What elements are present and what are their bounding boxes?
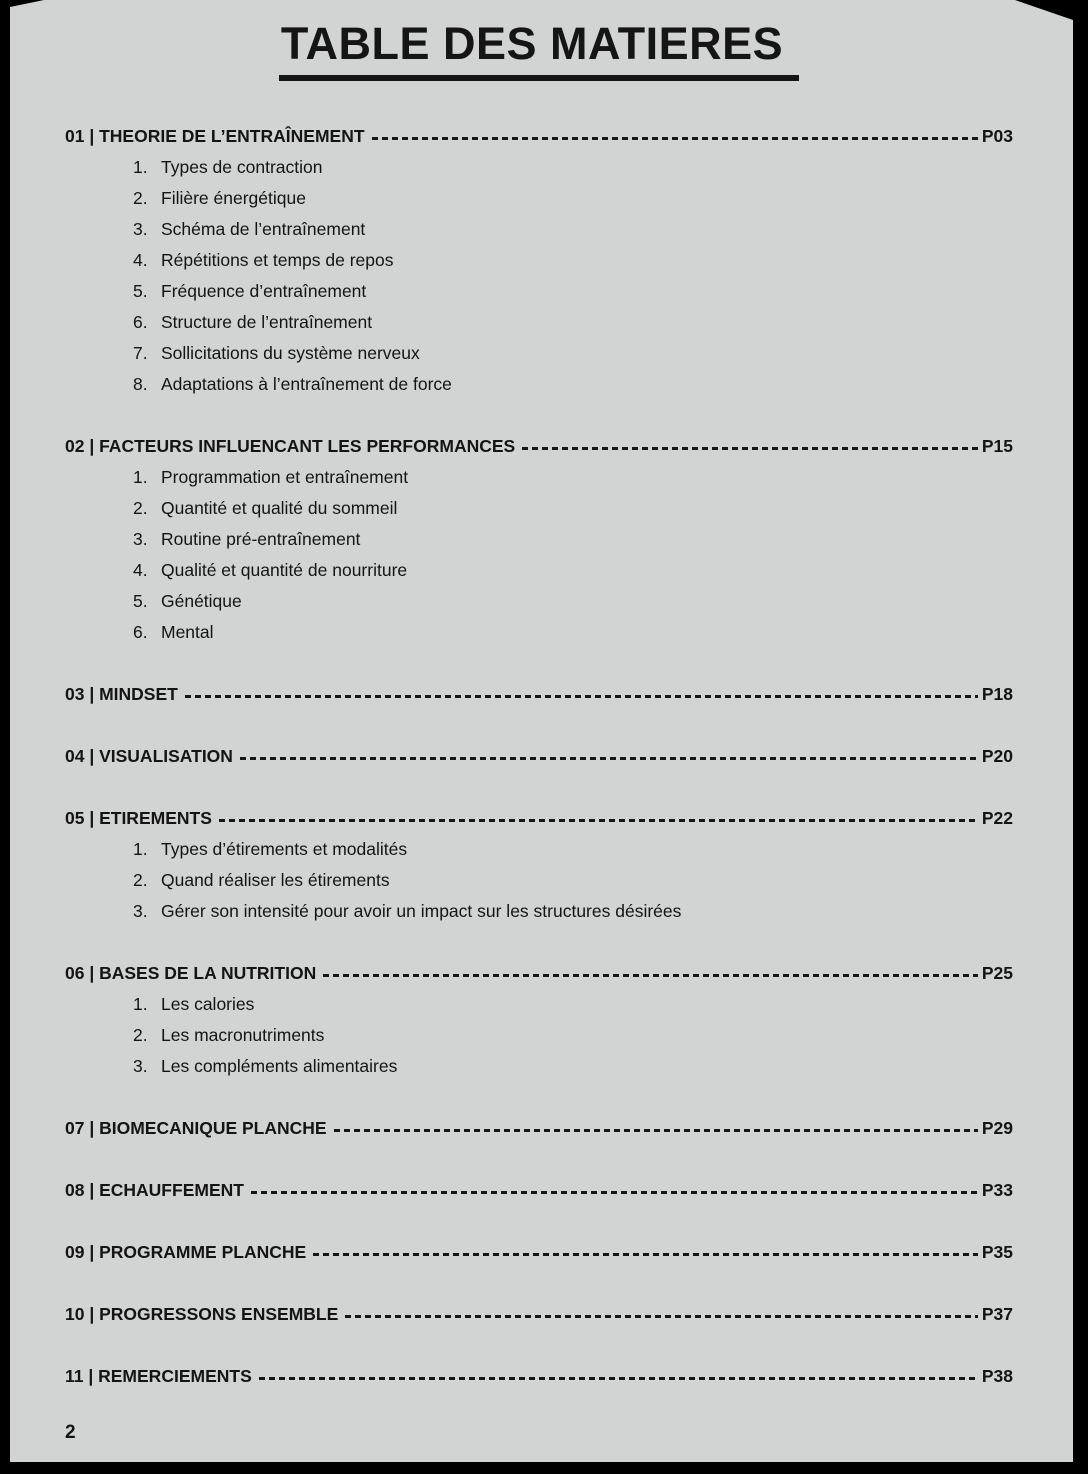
toc-entry bbox=[65, 958, 1013, 989]
subitem-number: 5. bbox=[133, 281, 148, 301]
dashed-leader bbox=[185, 695, 978, 698]
subitem-label: Quand réaliser les étirements bbox=[161, 870, 390, 890]
toc-section bbox=[65, 121, 1013, 400]
toc-subitem bbox=[65, 1020, 1013, 1051]
section-title: 06 | BASES DE LA NUTRITION bbox=[65, 963, 317, 983]
toc-entry bbox=[65, 1175, 1013, 1206]
subitem-number: 4. bbox=[133, 250, 148, 270]
subitem-label: Types d’étirements et modalités bbox=[161, 839, 408, 859]
section-title: 02 | FACTEURS INFLUENCANT LES PERFORMANCES bbox=[65, 436, 516, 456]
subitem-number: 1. bbox=[133, 157, 148, 177]
toc-section bbox=[65, 958, 1013, 1082]
section-title: 05 | ETIREMENTS bbox=[65, 808, 212, 828]
footer-page-number: 2 bbox=[65, 1422, 76, 1443]
page-corner-shadow-left bbox=[10, 0, 44, 7]
subitem-label: Filière énergétique bbox=[161, 188, 306, 208]
title-wrap bbox=[65, 18, 1013, 81]
subitem-number: 6. bbox=[133, 622, 148, 642]
dashed-leader bbox=[522, 447, 978, 450]
toc-entry bbox=[65, 1299, 1013, 1330]
toc-entry bbox=[65, 121, 1013, 152]
toc-subitem bbox=[65, 338, 1013, 369]
toc-entry bbox=[65, 1113, 1013, 1144]
toc-subitem bbox=[65, 462, 1013, 493]
toc-section bbox=[65, 679, 1013, 710]
dashed-leader bbox=[313, 1253, 978, 1256]
dashed-leader bbox=[334, 1129, 978, 1132]
subitem-number: 3. bbox=[133, 529, 148, 549]
subitem-number: 4. bbox=[133, 560, 148, 580]
subitem-label: Routine pré-entraînement bbox=[161, 529, 361, 549]
subitem-label: Répétitions et temps de repos bbox=[161, 250, 394, 270]
toc-subitem bbox=[65, 865, 1013, 896]
subitem-number: 1. bbox=[133, 994, 148, 1014]
toc-section bbox=[65, 1175, 1013, 1206]
subitem-label: Les compléments alimentaires bbox=[161, 1056, 398, 1076]
toc-subitem bbox=[65, 834, 1013, 865]
subitem-number: 8. bbox=[133, 374, 148, 394]
section-title: 08 | ECHAUFFEMENT bbox=[65, 1180, 244, 1200]
section-page-number: P18 bbox=[981, 684, 1013, 704]
section-page-number: P20 bbox=[981, 746, 1013, 766]
subitem-number: 3. bbox=[133, 219, 148, 239]
toc-section bbox=[65, 1113, 1013, 1144]
subitem-label: Fréquence d’entraînement bbox=[161, 281, 367, 301]
subitem-number: 3. bbox=[133, 901, 148, 921]
dashed-leader bbox=[219, 819, 978, 822]
subitem-number: 2. bbox=[133, 498, 148, 518]
subitem-label: Schéma de l’entraînement bbox=[161, 219, 366, 239]
section-title: 07 | BIOMECANIQUE PLANCHE bbox=[65, 1118, 327, 1138]
toc-entry bbox=[65, 803, 1013, 834]
toc-subitem bbox=[65, 1051, 1013, 1082]
subitem-number: 7. bbox=[133, 343, 148, 363]
toc bbox=[65, 121, 1013, 1392]
toc-section bbox=[65, 803, 1013, 927]
toc-subitem bbox=[65, 586, 1013, 617]
subitem-number: 3. bbox=[133, 1056, 148, 1076]
dashed-leader bbox=[345, 1315, 978, 1318]
toc-subitem bbox=[65, 369, 1013, 400]
document-page bbox=[10, 0, 1073, 1462]
toc-subitem bbox=[65, 214, 1013, 245]
subitem-label: Les macronutriments bbox=[161, 1025, 325, 1045]
subitem-number: 2. bbox=[133, 1025, 148, 1045]
toc-subitem bbox=[65, 183, 1013, 214]
toc-section bbox=[65, 1361, 1013, 1392]
subitem-label: Qualité et quantité de nourriture bbox=[161, 560, 408, 580]
toc-entry bbox=[65, 1237, 1013, 1268]
subitem-label: Les calories bbox=[161, 994, 255, 1014]
subitem-number: 6. bbox=[133, 312, 148, 332]
subitem-label: Gérer son intensité pour avoir un impact sur les structures désirées bbox=[161, 901, 682, 921]
toc-subitem bbox=[65, 493, 1013, 524]
section-page-number: P22 bbox=[981, 808, 1013, 828]
subitem-number: 2. bbox=[133, 870, 148, 890]
toc-subitem bbox=[65, 617, 1013, 648]
dashed-leader bbox=[372, 137, 978, 140]
toc-section bbox=[65, 1237, 1013, 1268]
section-page-number: P33 bbox=[981, 1180, 1013, 1200]
toc-entry bbox=[65, 741, 1013, 772]
toc-subitem bbox=[65, 555, 1013, 586]
page-title: TABLE DES MATIERES bbox=[279, 18, 799, 81]
dashed-leader bbox=[251, 1191, 978, 1194]
toc-section bbox=[65, 431, 1013, 648]
toc-subitem bbox=[65, 989, 1013, 1020]
subitem-label: Génétique bbox=[161, 591, 242, 611]
toc-subitem bbox=[65, 524, 1013, 555]
section-title: 11 | REMERCIEMENTS bbox=[65, 1366, 252, 1386]
subitem-label: Sollicitations du système nerveux bbox=[161, 343, 420, 363]
section-title: 10 | PROGRESSONS ENSEMBLE bbox=[65, 1304, 339, 1324]
toc-section bbox=[65, 1299, 1013, 1330]
section-title: 04 | VISUALISATION bbox=[65, 746, 233, 766]
section-title: 03 | MINDSET bbox=[65, 684, 178, 704]
subitem-label: Mental bbox=[161, 622, 214, 642]
subitem-label: Programmation et entraînement bbox=[161, 467, 409, 487]
toc-entry bbox=[65, 431, 1013, 462]
toc-subitem bbox=[65, 276, 1013, 307]
section-title: 01 | THEORIE DE L’ENTRAÎNEMENT bbox=[65, 126, 365, 146]
section-page-number: P38 bbox=[981, 1366, 1013, 1386]
toc-subitem bbox=[65, 152, 1013, 183]
subitem-label: Structure de l’entraînement bbox=[161, 312, 373, 332]
section-page-number: P29 bbox=[981, 1118, 1013, 1138]
toc-entry bbox=[65, 679, 1013, 710]
toc-entry bbox=[65, 1361, 1013, 1392]
section-title: 09 | PROGRAMME PLANCHE bbox=[65, 1242, 307, 1262]
section-page-number: P15 bbox=[981, 436, 1013, 456]
page-corner-shadow-right bbox=[1015, 0, 1073, 20]
subitem-label: Adaptations à l’entraînement de force bbox=[161, 374, 452, 394]
toc-section bbox=[65, 741, 1013, 772]
dashed-leader bbox=[259, 1377, 978, 1380]
subitem-number: 5. bbox=[133, 591, 148, 611]
subitem-number: 1. bbox=[133, 467, 148, 487]
subitem-number: 2. bbox=[133, 188, 148, 208]
dashed-leader bbox=[240, 757, 978, 760]
section-page-number: P25 bbox=[981, 963, 1013, 983]
subitem-label: Quantité et qualité du sommeil bbox=[161, 498, 398, 518]
toc-subitem bbox=[65, 896, 1013, 927]
subitem-number: 1. bbox=[133, 839, 148, 859]
dashed-leader bbox=[323, 974, 978, 977]
section-page-number: P35 bbox=[981, 1242, 1013, 1262]
section-page-number: P37 bbox=[981, 1304, 1013, 1324]
subitem-label: Types de contraction bbox=[161, 157, 323, 177]
section-page-number: P03 bbox=[981, 126, 1013, 146]
toc-subitem bbox=[65, 307, 1013, 338]
toc-subitem bbox=[65, 245, 1013, 276]
